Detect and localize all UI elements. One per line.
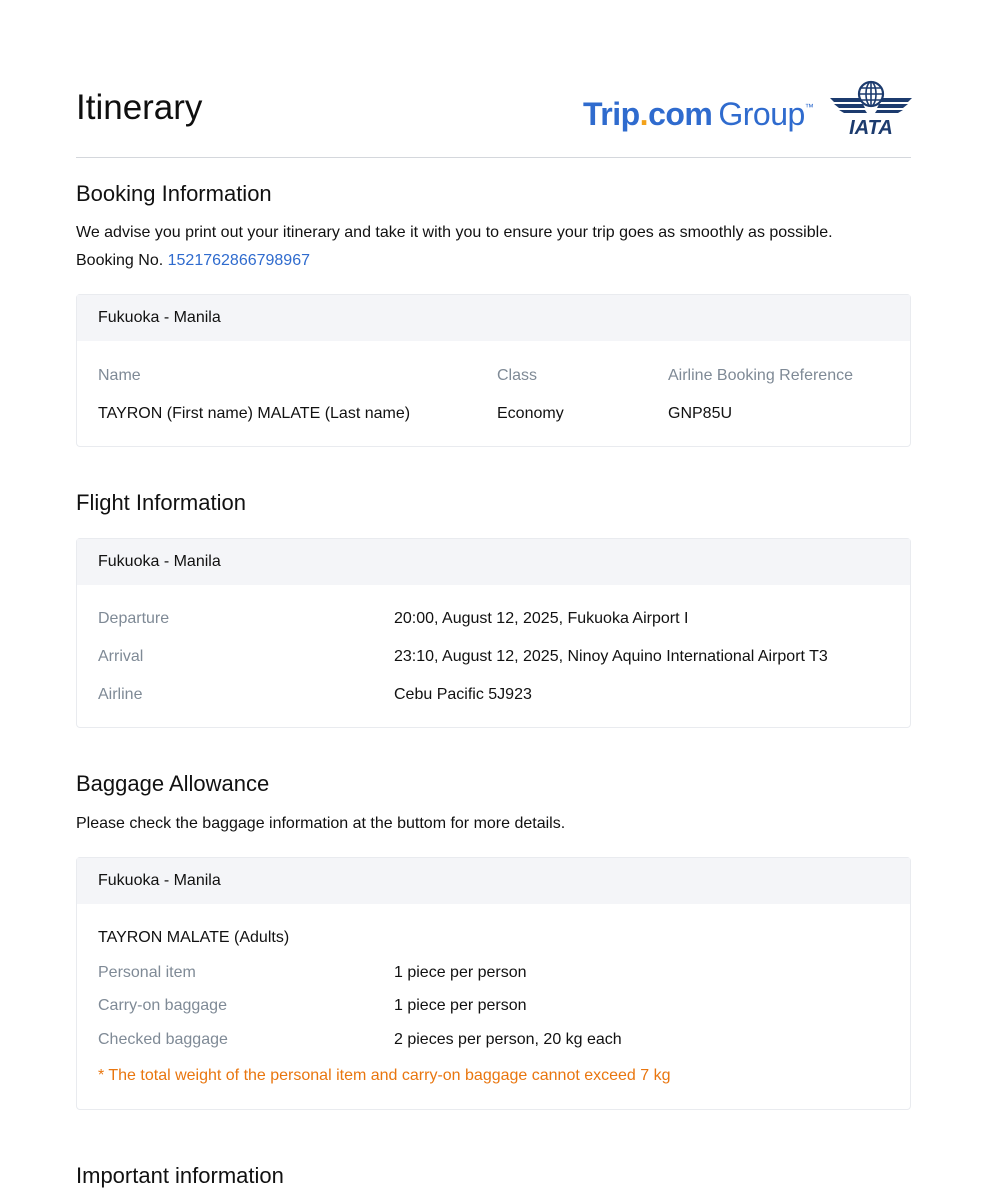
booking-card [76,294,911,447]
iata-logo [830,80,912,136]
airline-label: Airline [98,686,143,703]
booking-section-title: Booking Information [76,181,272,206]
booking-advice-text: We advise you print out your itinerary and take it with you to ensure your trip goes as smoothly as possible. [76,224,833,241]
passenger-name: TAYRON (First name) MALATE (Last name) [98,405,411,422]
airline-booking-ref: GNP85U [668,405,733,422]
logo-dot-text: . [639,96,649,132]
checked-baggage-value: 2 pieces per person, 20 kg each [394,1031,622,1048]
logo-com-text: com [648,96,713,132]
baggage-section-title: Baggage Allowance [76,771,270,796]
carry-on-value: 1 piece per person [394,997,527,1014]
iata-logo-text: IATA [849,117,893,136]
booking-number-line [76,252,310,270]
personal-item-value: 1 piece per person [394,964,527,981]
col-name-label: Name [98,367,141,384]
baggage-card [76,857,911,1110]
flight-section-title: Flight Information [76,490,246,515]
itinerary-page [76,0,911,1188]
carry-on-label: Carry-on baggage [98,997,227,1014]
baggage-weight-note: * The total weight of the personal item and carry-on baggage cannot exceed 7 kg [98,1067,671,1084]
checked-baggage-label: Checked baggage [98,1031,228,1048]
baggage-card-route: Fukuoka - Manila [77,858,910,904]
departure-value: 20:00, August 12, 2025, Fukuoka Airport I [394,610,689,627]
booking-card-route: Fukuoka - Manila [77,295,910,341]
booking-number-label: Booking No. [76,252,164,269]
baggage-intro-text: Please check the baggage information at the buttom for more details. [76,815,566,832]
page-header [76,0,911,158]
col-ref-label: Airline Booking Reference [668,367,853,384]
trip-com-group-logo [583,96,813,133]
col-class-label: Class [497,367,538,384]
logo-trip-text: Trip [583,96,640,132]
cabin-class: Economy [497,405,564,422]
logo-group-text: Group [718,96,805,132]
flight-card-route: Fukuoka - Manila [77,539,910,585]
flight-card [76,538,911,728]
arrival-label: Arrival [98,648,144,665]
arrival-value: 23:10, August 12, 2025, Ninoy Aquino International Airport T3 [394,648,828,665]
booking-number-link[interactable]: 1521762866798967 [167,252,310,269]
baggage-passenger: TAYRON MALATE (Adults) [98,929,290,946]
page-title: Itinerary [76,88,203,127]
personal-item-label: Personal item [98,964,196,981]
logo-tm-text: ™ [804,102,814,112]
important-section-title: Important information [76,1163,284,1188]
departure-label: Departure [98,610,170,627]
airline-value: Cebu Pacific 5J923 [394,686,532,703]
